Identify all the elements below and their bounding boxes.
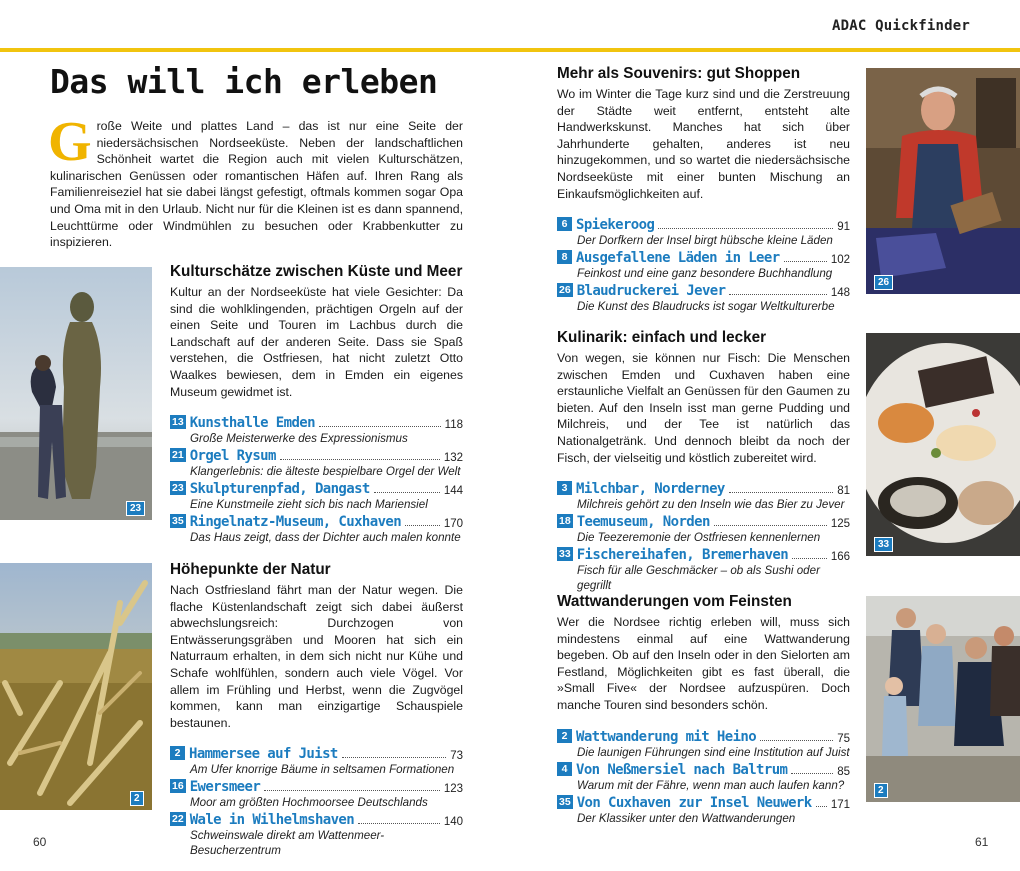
entry-name[interactable]: Wattwanderung mit Heino — [576, 728, 757, 745]
entry-number: 2 — [557, 729, 572, 743]
entry-list — [170, 414, 463, 545]
photo-driftwood — [0, 563, 152, 810]
list-item[interactable] — [170, 513, 463, 545]
entry-number: 26 — [559, 284, 571, 297]
entry-page: 81 — [837, 485, 850, 498]
dot-leader — [729, 294, 826, 295]
entry-description: Der Klassiker unter den Wattwanderungen — [577, 811, 796, 825]
entry-page: 166 — [830, 551, 850, 564]
entry-number: 2 — [170, 746, 185, 760]
drop-cap: G — [48, 111, 92, 173]
section-heading: Kulturschätze zwischen Küste und Meer — [170, 263, 463, 280]
entry-description: Große Meisterwerke des Expressionismus — [190, 432, 408, 446]
entry-number: 16 — [172, 780, 184, 793]
entry-number: 18 — [559, 515, 571, 528]
entry-page: 144 — [443, 485, 463, 498]
section-wattwanderungen — [557, 593, 850, 827]
dot-leader — [658, 228, 833, 229]
entry-name[interactable]: Von Neßmersiel nach Baltrum — [576, 761, 788, 778]
entry-page: 140 — [443, 816, 463, 829]
entry-page: 75 — [837, 732, 850, 745]
entry-name[interactable]: Skulpturenpfad, Dangast — [189, 481, 370, 498]
entry-list — [557, 728, 850, 826]
dot-leader — [760, 740, 833, 741]
entry-number: 21 — [172, 449, 184, 462]
entry-name[interactable]: Orgel Rysum — [189, 448, 276, 465]
dot-leader — [816, 806, 827, 807]
entry-description: Am Ufer knorrige Bäume in seltsamen Formationen — [190, 763, 455, 777]
section-natur — [170, 561, 463, 859]
dot-leader — [729, 492, 833, 493]
entry-number: 35 — [172, 515, 184, 528]
photo-sculpture — [0, 267, 152, 520]
entry-page: 91 — [837, 221, 850, 234]
section-heading: Wattwanderungen vom Feinsten — [557, 593, 792, 610]
photo-seafood — [866, 333, 1020, 556]
entry-description: Fisch für alle Geschmäcker – ob als Sushi oder gegrillt — [577, 564, 820, 593]
entry-page: 148 — [830, 287, 850, 300]
entry-number: 3 — [557, 481, 572, 495]
entry-page: 125 — [830, 518, 850, 531]
page-number-right: 61 — [975, 835, 989, 849]
dot-leader — [264, 790, 440, 791]
entry-description: Klangerlebnis: die älteste bespielbare Orgel der Welt — [190, 465, 461, 479]
entry-name[interactable]: Teemuseum, Norden — [576, 514, 710, 531]
dot-leader — [319, 426, 441, 427]
entry-number: 13 — [172, 416, 184, 429]
entry-page: 118 — [444, 419, 463, 432]
entry-name[interactable]: Kunsthalle Emden — [189, 415, 315, 432]
entry-number: 33 — [559, 548, 571, 561]
list-item[interactable] — [557, 794, 850, 826]
list-item[interactable] — [557, 216, 850, 248]
entry-number: 23 — [172, 482, 184, 495]
entry-page: 123 — [443, 783, 463, 796]
entry-description: Schweinswale direkt am Wattenmeer-Besucherzentrum — [190, 829, 385, 858]
entry-description: Das Haus zeigt, dass der Dichter auch malen konnte — [190, 531, 461, 545]
entry-description: Der Dorfkern der Insel birgt hübsche kleine Läden — [577, 234, 833, 248]
section-kultur — [170, 263, 463, 546]
entry-name[interactable]: Von Cuxhaven zur Insel Neuwerk — [576, 794, 812, 811]
section-body: Wo im Winter die Tage kurz sind und die Zerstreuung der Städte weit entfernt, entsteht alte Handwerkskunst. Manches hat sich über Jahrhunderte gehalten, anderes ist neu hinzugekommen, und so wartet die niedersächsische Nordseeküste mit einer bunten Mischung an Einkaufsmöglichkeiten auf. — [557, 87, 850, 201]
dot-leader — [791, 773, 833, 774]
photo-badge: 26 — [874, 275, 893, 290]
entry-page: 132 — [443, 452, 463, 465]
entry-name[interactable]: Spiekeroog — [576, 217, 655, 234]
section-shoppen — [557, 65, 850, 315]
running-header: ADAC Quickfinder — [831, 18, 970, 34]
dot-leader — [358, 823, 440, 824]
list-item[interactable] — [170, 745, 463, 777]
list-item[interactable] — [170, 480, 463, 512]
entry-page: 85 — [837, 765, 850, 778]
entry-description: Die launigen Führungen sind eine Institution auf Juist — [577, 745, 850, 759]
dot-leader — [374, 492, 440, 493]
entry-number: 8 — [557, 250, 572, 264]
dot-leader — [792, 558, 827, 559]
entry-description: Feinkost und eine ganz besondere Buchhandlung — [577, 267, 833, 281]
photo-wattwanderung — [866, 596, 1020, 802]
entry-page: 170 — [443, 518, 463, 531]
list-item[interactable] — [557, 761, 850, 793]
entry-number: 6 — [557, 217, 572, 231]
list-item[interactable] — [557, 728, 850, 760]
section-body: Kultur an der Nordseeküste hat viele Gesichter: Da sind die wohlklingenden, prächtigen Orgeln auf der einen Seite und Touren im Lachbus durch die Landschaft auf der anderen Seite. Dass sie Spaß verstehen, die Ostfriesen, hat nicht zuletzt Otto Waalkes bewiesen, dem in Emden ein eigenes Museum gewidmet ist. — [170, 285, 463, 399]
section-heading: Mehr als Souvenirs: gut Shoppen — [557, 65, 801, 82]
list-item[interactable] — [170, 778, 463, 810]
entry-name[interactable]: Fischereihafen, Bremerhaven — [576, 547, 789, 564]
photo-badge: 2 — [130, 791, 144, 806]
dot-leader — [342, 757, 446, 758]
entry-description: Warum mit der Fähre, wenn man auch laufen kann? — [577, 778, 845, 792]
entry-name[interactable]: Hammersee auf Juist — [189, 746, 338, 763]
list-item[interactable] — [170, 414, 463, 446]
header-rule — [0, 48, 1020, 52]
dot-leader — [784, 261, 827, 262]
entry-name[interactable]: Milchbar, Norderney — [576, 481, 725, 498]
list-item[interactable] — [557, 513, 850, 545]
section-body: Wer die Nordsee richtig erleben will, muss sich mindestens einmal auf eine Wattwanderung begeben. Ob auf den Inseln oder in den Sielorten am Festland, Möglichkeiten gibt es fast überall, die »Small Five« der Nordsee aufzuspüren. Doch manche Touren sind besonders schön. — [557, 615, 850, 712]
entry-description: Milchreis gehört zu den Inseln wie das Bier zu Jever — [577, 498, 845, 512]
dot-leader — [280, 459, 440, 460]
entry-list — [170, 745, 463, 858]
list-item[interactable] — [557, 282, 850, 314]
photo-badge: 33 — [874, 537, 893, 552]
entry-number: 35 — [559, 795, 571, 808]
list-item[interactable] — [557, 546, 850, 593]
entry-list — [557, 480, 850, 593]
entry-description: Moor am größten Hochmoorsee Deutschlands — [190, 796, 428, 810]
entry-description: Die Teezeremonie der Ostfriesen kennenlernen — [577, 531, 821, 545]
section-heading: Kulinarik: einfach und lecker — [557, 329, 767, 346]
entry-description: Eine Kunstmeile zieht sich bis nach Mariensiel — [190, 498, 428, 512]
entry-name[interactable]: Ringelnatz-Museum, Cuxhaven — [189, 514, 402, 531]
entry-page: 171 — [830, 798, 850, 811]
section-heading: Höhepunkte der Natur — [170, 561, 331, 578]
page-title: Das will ich erleben — [50, 62, 438, 101]
section-body: Nach Ostfriesland fährt man der Natur wegen. Die flache Küstenlandschaft zeigt sich dabei äußerst abwechslungsreich: Durchzogen von Entwässerungsgräben und Mooren hat sich ein Naturraum erhalten, in dem sich nicht nur Kühe und Schafe wohlfühlen, sondern auch viele Vögel. Vor allem im Frühling und Herbst, wenn die Zugvögel kommen, kann man einzigartige Schauspiele bestaunen. — [170, 583, 463, 730]
entry-number: 22 — [172, 813, 184, 826]
list-item[interactable] — [557, 480, 850, 512]
entry-page: 73 — [450, 750, 463, 763]
entry-name[interactable]: Ausgefallene Läden in Leer — [576, 250, 780, 267]
entry-list — [557, 216, 850, 314]
entry-name[interactable]: Blaudruckerei Jever — [576, 283, 726, 300]
photo-badge: 23 — [126, 501, 145, 516]
entry-number: 4 — [557, 762, 572, 776]
list-item[interactable] — [557, 249, 850, 281]
entry-name[interactable]: Wale in Wilhelmshaven — [189, 812, 355, 829]
dot-leader — [405, 525, 440, 526]
intro-paragraph — [48, 111, 463, 251]
photo-badge: 2 — [874, 783, 888, 798]
list-item[interactable] — [170, 811, 463, 858]
section-kulinarik — [557, 329, 850, 594]
photo-blaudruck — [866, 68, 1020, 294]
section-body: Von wegen, sie können nur Fisch: Die Menschen zwischen Emden und Cuxhaven haben eine erstaunliche Vielfalt an Genüssen für den Gaumen zu bieten. Auf den Inseln isst man gerne Pudding und Milchreis, und der Tee ist natürlich das Nationalgetränk. Und dennoch bleibt da noch der Fisch, der vielseitig und köstlich zubereitet wird. — [557, 351, 850, 465]
page-number-left: 60 — [33, 835, 47, 849]
list-item[interactable] — [170, 447, 463, 479]
entry-name[interactable]: Ewersmeer — [189, 779, 261, 796]
dot-leader — [714, 525, 827, 526]
entry-page: 102 — [830, 254, 850, 267]
intro-text: roße Weite und plattes Land – das ist nur eine Seite der niedersächsischen Nordseeküste. Neben der landschaftlichen Schönheit wartet die Region auch mit vielen Kulturschätzen, kulinarischen Genüssen oder romantischen Häfen auf. Ihren Rang als Familienreiseziel hat sie dabei längst gefestigt, oftmals kommen sogar Opa und Oma mit in den Urlaub. Nicht nur für die Kleinen ist es dann spannend, Leuchttürme oder Windmühlen zu besuchen oder Krabbenkutter zu inspizieren. — [50, 119, 463, 250]
entry-description: Die Kunst des Blaudrucks ist sogar Weltkulturerbe — [577, 300, 835, 314]
